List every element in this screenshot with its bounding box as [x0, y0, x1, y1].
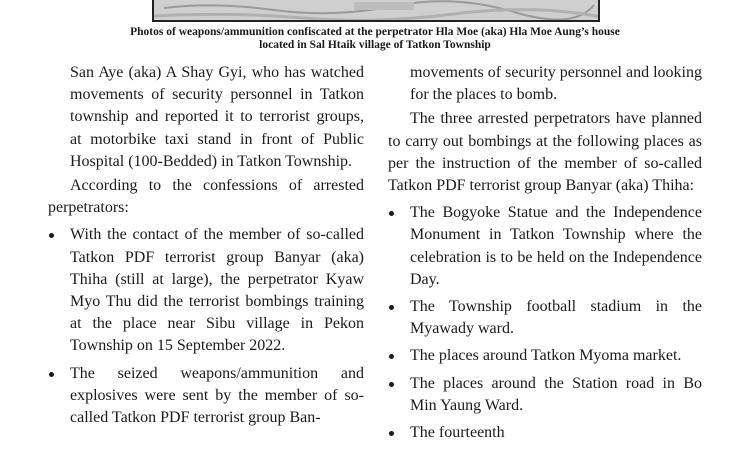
- list-item-text: The places around Tatkon Myoma market.: [410, 347, 682, 365]
- list-item: [388, 345, 702, 367]
- photo-texture: [154, 0, 600, 22]
- bullet-icon: [389, 382, 394, 387]
- right-paragraph-2: The three arrested perpetrators have planned to carry out bombings at the following places as per the instruction of the member of so-called Tatkon PDF terrorist group Banyar (aka) Thiha:: [388, 110, 702, 195]
- confiscated-weapons-photo: [152, 0, 600, 22]
- list-item: [388, 296, 702, 340]
- list-item-text: The seized weapons/ammunition and explosives were sent by the member of so-called Tatkon PDF terrorist group Ban-: [70, 364, 364, 427]
- bullet-icon: [49, 372, 54, 377]
- list-item-text: The places around the Station road in Bo Min Yaung Ward.: [410, 374, 702, 414]
- bullet-icon: [389, 305, 394, 310]
- caption-line-2: located in Sal Htaik village of Tatkon Township: [259, 38, 491, 51]
- left-column: [48, 62, 364, 429]
- left-bullet-list: [48, 224, 364, 429]
- bullet-icon: [389, 211, 394, 216]
- right-column: [388, 62, 702, 444]
- list-item: [388, 422, 702, 444]
- bullet-icon: [49, 233, 54, 238]
- list-item-text: The Bogyoke Statue and the Independence Monument in Tatkon Township where the celebration is to be held on the Independence Day.: [410, 204, 702, 288]
- list-item-text: The Township football stadium in the Myawady ward.: [410, 298, 702, 338]
- list-item-text: The fourteenth: [410, 424, 505, 442]
- left-paragraph-1: San Aye (aka) A Shay Gyi, who has watched movements of security personnel in Tatkon township and reported it to terrorist groups, at motorbike taxi stand in front of Public Hospital (100-Bedded) in Tatkon Township.: [70, 64, 364, 170]
- list-item: [48, 224, 364, 357]
- right-bullet-list: [388, 202, 702, 444]
- left-paragraph-2: According to the confessions of arrested perpetrators:: [48, 177, 364, 217]
- list-item: [388, 202, 702, 291]
- list-item: [48, 363, 364, 430]
- bullet-icon: [389, 354, 394, 359]
- list-item-text: With the contact of the member of so-called Tatkon PDF terrorist group Banyar (aka) Thiha (still at large), the perpetrator Kyaw Myo Thu did the terrorist bombings training at the place near Sibu village in Pekon Township on 15 September 2022.: [70, 226, 364, 355]
- right-paragraph-1: movements of security personnel and looking for the places to bomb.: [410, 64, 702, 104]
- list-item: [388, 373, 702, 417]
- caption-line-1: Photos of weapons/ammunition confiscated at the perpetrator Hla Moe (aka) Hla Moe Aung’s house: [130, 26, 620, 38]
- bullet-icon: [389, 431, 394, 436]
- photo-caption: [40, 26, 710, 51]
